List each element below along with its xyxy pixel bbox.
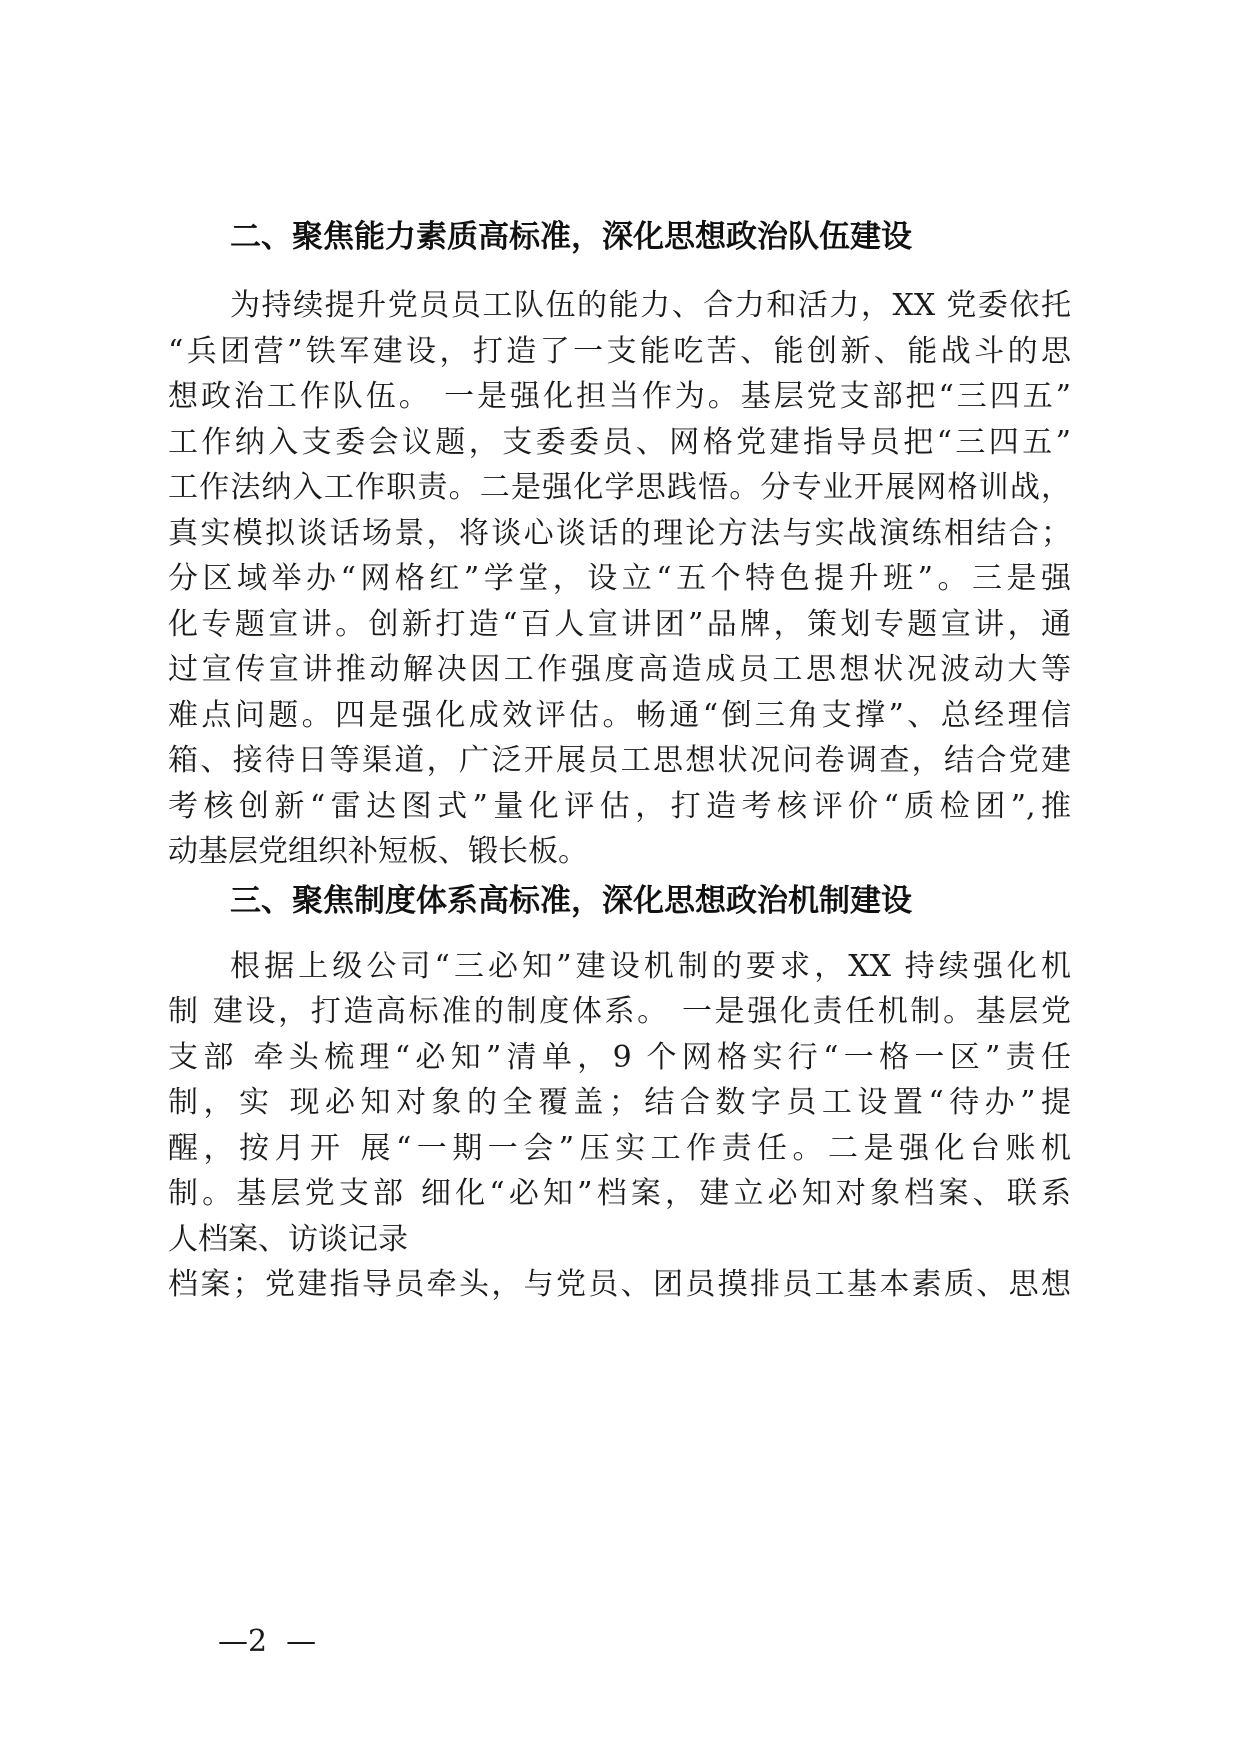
page-number: —2 —	[218, 1624, 317, 1659]
paragraph-line: 考核创新“雷达图式”量化评估，打造考核评价“质检团”,推	[168, 788, 1071, 824]
paragraph-line: 制 建设，打造高标准的制度体系。 一是强化责任机制。基层党	[168, 994, 1071, 1029]
paragraph-line: 箱、接待日等渠道，广泛开展员工思想状况问卷调查，结合党建	[168, 743, 1071, 778]
section-heading-3: 三、聚焦制度体系高标准，深化思想政治机制建设	[230, 882, 912, 919]
paragraph-line: 真实模拟谈话场景，将谈心谈话的理论方法与实战演练相结合；	[168, 515, 1071, 551]
paragraph-line: 想政治工作队伍。 一是强化担当作为。基层党支部把“三四五”	[168, 379, 1071, 414]
paragraph-line: 档案；党建指导员牵头，与党员、团员摸排员工基本素质、思想	[168, 1267, 1071, 1302]
section-3-paragraph	[168, 944, 1071, 1308]
paragraph-line: 支部 牵头梳理“必知”清单，9 个网格实行“一格一区”责任	[168, 1039, 1071, 1075]
paragraph-line: 分区域举办“网格红”学堂，设立“五个特色提升班”。三是强	[168, 561, 1071, 596]
paragraph-line: 工作纳入支委会议题，支委委员、网格党建指导员把“三四五”	[168, 424, 1071, 460]
paragraph-line: 制，实 现必知对象的全覆盖；结合数字员工设置“待办”提	[168, 1085, 1071, 1120]
paragraph-line: 动基层党组织补短板、锻长板。	[168, 834, 588, 869]
document-body	[168, 215, 1071, 1308]
paragraph-line: 为持续提升党员员工队伍的能力、合力和活力，XX 党委依托	[230, 288, 1071, 323]
paragraph-line: 人档案、访谈记录	[168, 1221, 408, 1257]
section-heading-2: 二、聚焦能力素质高标准，深化思想政治队伍建设	[230, 219, 912, 255]
paragraph-line: 制。基层党支部 细化“必知”档案，建立必知对象档案、联系	[168, 1176, 1071, 1211]
paragraph-line: “兵团营”铁军建设，打造了一支能吃苦、能创新、能战斗的思	[168, 333, 1071, 369]
section-2-paragraph	[168, 283, 1071, 875]
paragraph-line: 化专题宣讲。创新打造“百人宣讲团”品牌，策划专题宣讲，通	[168, 606, 1071, 642]
paragraph-line: 工作法纳入工作职责。二是强化学思践悟。分专业开展网格训战，	[168, 470, 1071, 505]
paragraph-line: 过宣传宣讲推动解决因工作强度高造成员工思想状况波动大等	[168, 652, 1071, 687]
paragraph-line: 根据上级公司“三必知”建设机制的要求，XX 持续强化机	[230, 948, 1071, 984]
paragraph-line: 醒，按月开 展“一期一会”压实工作责任。二是强化台账机	[168, 1130, 1071, 1166]
paragraph-line: 难点问题。四是强化成效评估。畅通“倒三角支撑”、总经理信	[168, 697, 1071, 733]
